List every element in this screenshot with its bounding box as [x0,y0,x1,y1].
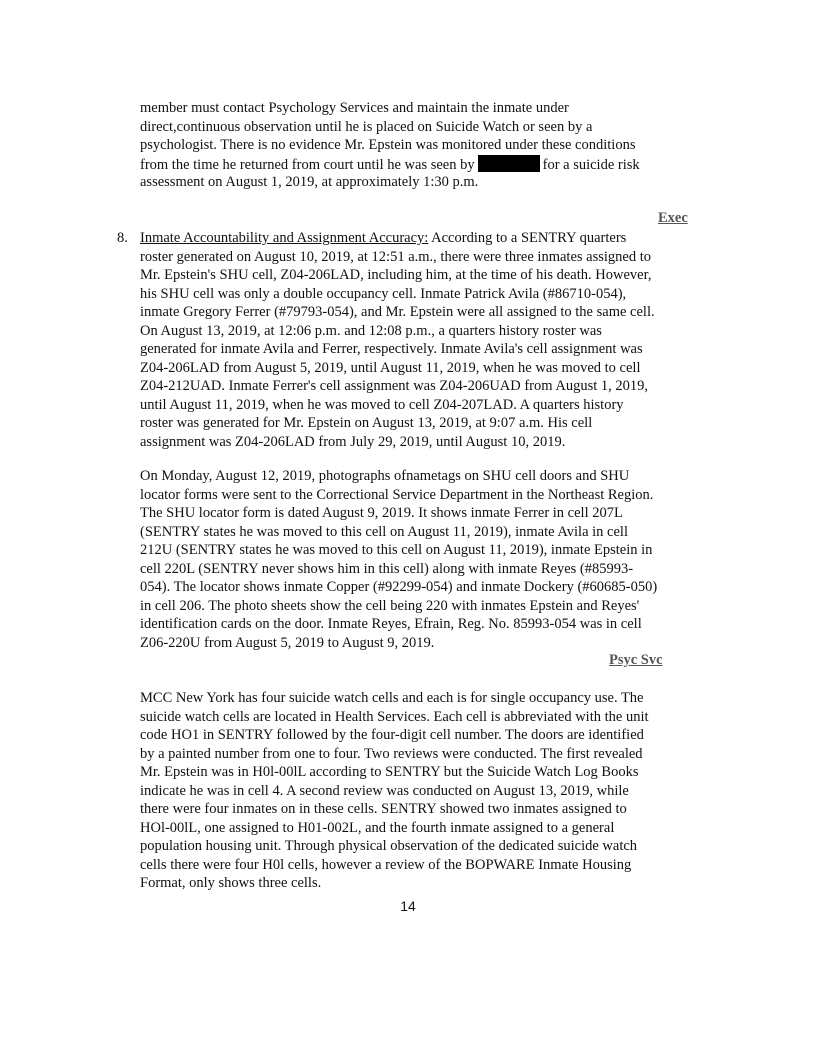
paragraph-continuation [140,99,700,192]
text-line: direct,continuous observation until he is placed on Suicide Watch or seen by a [140,118,593,135]
paragraph-mcc [140,689,700,893]
text-line: identification cards on the door. Inmate Reyes, Efrain, Reg. No. 85993-054 was in cell [140,616,642,632]
text-line: HOl-00lL, one assigned to H01-002L, and the fourth inmate assigned to a general [140,819,615,836]
text-line: there were four inmates on in these cells. SENTRY showed two inmates assigned to [140,801,627,817]
text-line: until August 11, 2019, when he was moved to cell Z04-207LAD. A quarters history [140,396,624,413]
text-line: by a painted number from one to four. Two reviews were conducted. The first revealed [140,745,643,762]
item-8-paragraph [140,229,700,451]
text-line: Mr. Epstein's SHU cell, Z04-206LAD, including him, at the time of his death. However, [140,267,652,283]
text-line: indicate he was in cell 4. A second review was conducted on August 13, 2019, while [140,782,629,799]
text-fragment: for a suicide risk [542,156,640,173]
text-fragment: from the time he returned from court until he was seen by [140,156,475,173]
text-line: On August 13, 2019, at 12:06 p.m. and 12:08 p.m., a quarters history roster was [140,322,602,339]
text-line: roster generated on August 10, 2019, at 12:51 a.m., there were three inmates assigned to [140,248,651,265]
text-line: cells there were four H0l cells, however a review of the BOPWARE Inmate Housing [140,856,632,873]
text-line: On Monday, August 12, 2019, photographs ofnametags on SHU cell doors and SHU [140,468,630,484]
text-line: (SENTRY states he was moved to this cell on August 11, 2019), inmate Avila in cell [140,523,628,540]
text-line: locator forms were sent to the Correctional Service Department in the Northeast Region. [140,486,654,503]
text-line: Z06-220U from August 5, 2019 to August 9, 2019. [140,634,435,651]
text-line-heading [140,229,700,248]
redaction-box [478,155,540,172]
text-line: 212U (SENTRY states he was moved to this cell on August 11, 2019), inmate Epstein in [140,542,653,558]
paragraph-monday [140,467,700,652]
text-line: population housing unit. Through physical observation of the dedicated suicide watch [140,838,638,854]
text-line: Format, only shows three cells. [140,875,322,891]
text-line: assessment on August 1, 2019, at approximately 1:30 p.m. [140,174,479,190]
text-line: member must contact Psychology Services and maintain the inmate under [140,100,569,116]
text-line: code HO1 in SENTRY followed by the four-digit cell number. The doors are identified [140,727,644,743]
text-line: suicide watch cells are located in Health Services. Each cell is abbreviated with the unit [140,708,649,725]
item-number: 8. [117,230,128,246]
page-number: 14 [400,898,416,914]
section-tag-psyc-svc: Psyc Svc [609,652,663,668]
text-line: roster was generated for Mr. Epstein on August 13, 2019, at 9:07 a.m. His cell [140,415,593,431]
text-line: psychologist. There is no evidence Mr. Epstein was monitored under these conditions [140,137,636,153]
section-tag-exec: Exec [658,210,688,226]
text-line-with-redaction [140,155,700,174]
text-line: 054). The locator shows inmate Copper (#92299-054) and inmate Dockery (#60685-050) [140,579,658,595]
text-line: his SHU cell was only a double occupancy cell. Inmate Patrick Avila (#86710-054), [140,285,627,302]
text-line: Mr. Epstein was in H0l-00lL according to SENTRY but the Suicide Watch Log Books [140,764,639,780]
text-line: inmate Gregory Ferrer (#79793-054), and Mr. Epstein were all assigned to the same cell. [140,304,655,320]
text-line: cell 220L (SENTRY never shows him in this cell) along with inmate Reyes (#85993- [140,560,634,577]
item-heading: Inmate Accountability and Assignment Accuracy: [140,230,429,246]
text-line: Z04-206LAD from August 5, 2019, until August 11, 2019, when he was moved to cell [140,359,641,376]
text-fragment: According to a SENTRY quarters [428,230,627,246]
text-line: Z04-212UAD. Inmate Ferrer's cell assignment was Z04-206UAD from August 1, 2019, [140,378,649,394]
text-line: generated for inmate Avila and Ferrer, respectively. Inmate Avila's cell assignment was [140,341,643,357]
text-line: assignment was Z04-206LAD from July 29, 2019, until August 10, 2019. [140,433,566,450]
text-line: MCC New York has four suicide watch cells and each is for single occupancy use. The [140,690,644,706]
text-line: The SHU locator form is dated August 9, 2019. It shows inmate Ferrer in cell 207L [140,505,623,521]
text-line: in cell 206. The photo sheets show the cell being 220 with inmates Epstein and Reyes' [140,597,640,614]
